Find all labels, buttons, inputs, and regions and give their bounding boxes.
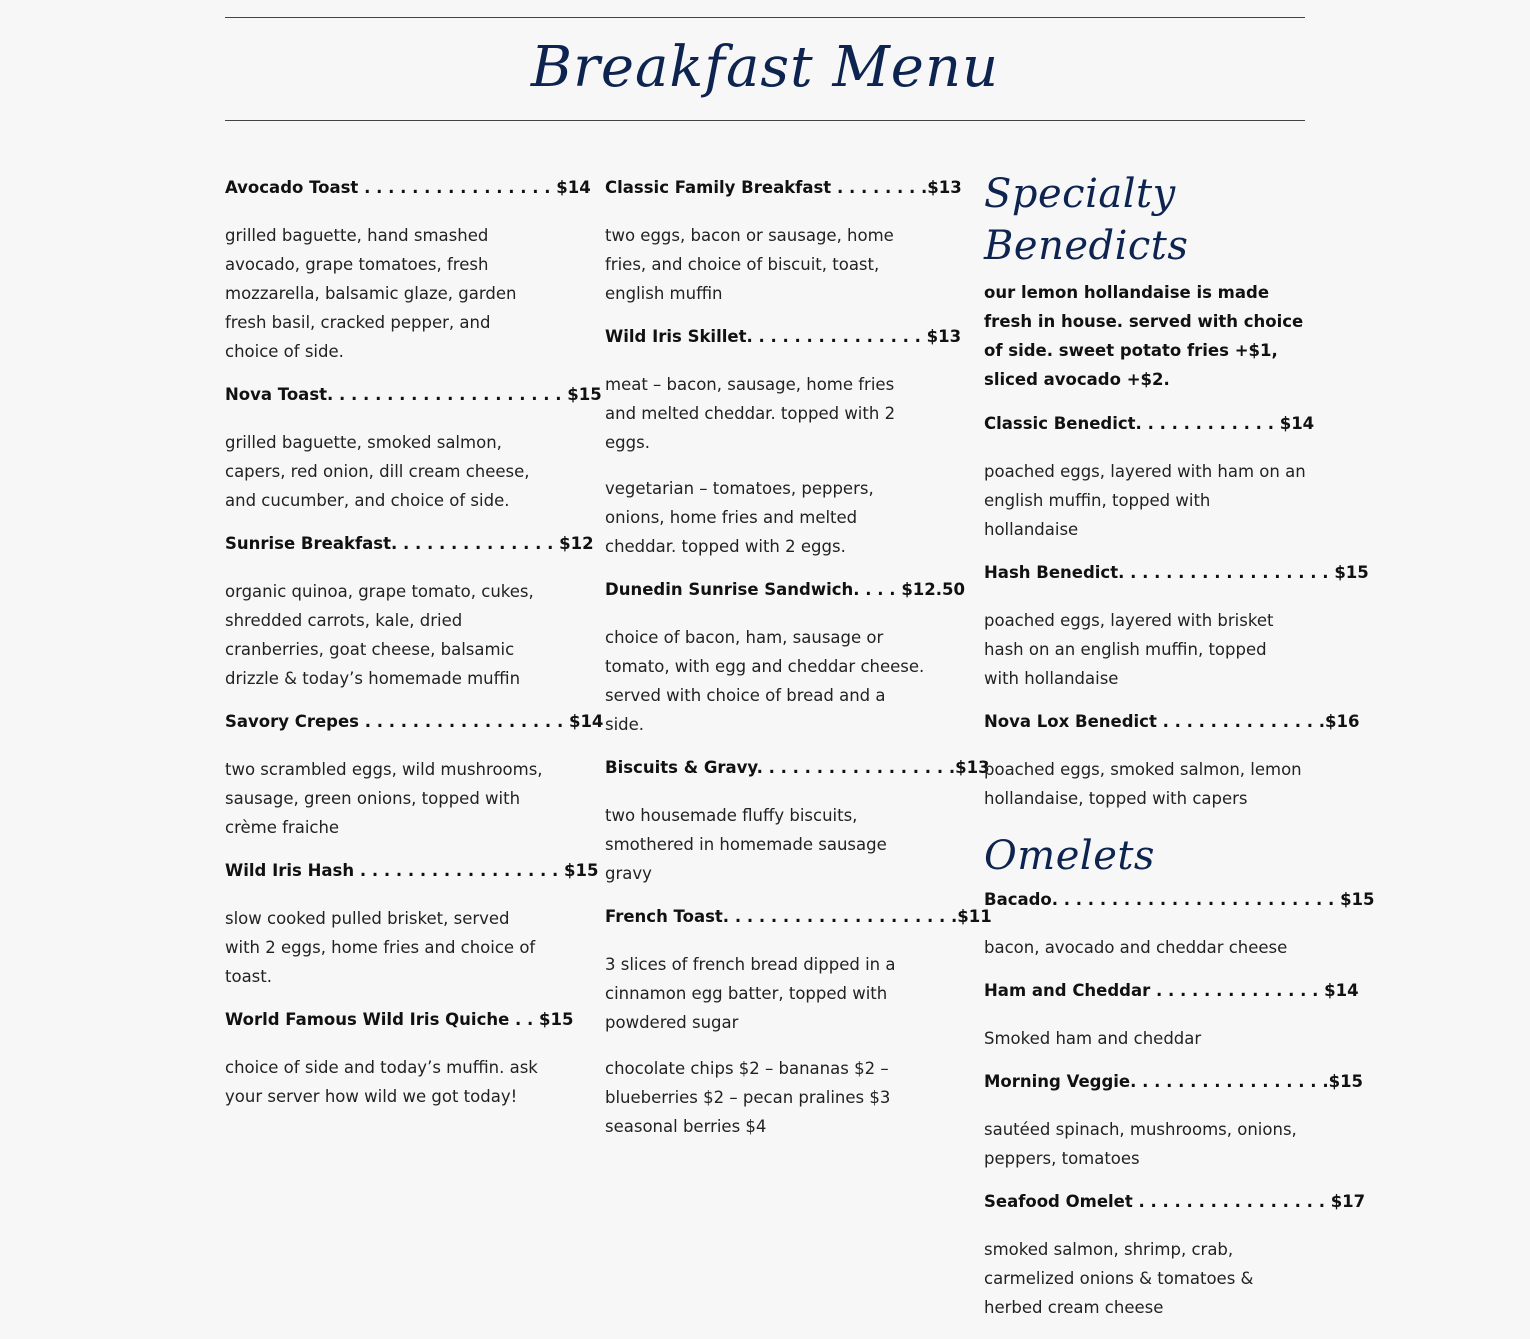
menu-column-1 [225,176,604,1128]
item-description: bacon, avocado and cheddar cheese [984,938,1288,957]
item-name-price: Nova Toast. . . . . . . . . . . . . . . . . . . . $15 [225,385,602,404]
item-description: slow cooked pulled brisket, served with 2 eggs, home fries and choice of toast. [225,909,536,986]
item-name-price: World Famous Wild Iris Quiche . . $15 [225,1010,574,1029]
item-name-price: Nova Lox Benedict . . . . . . . . . . . . . .$16 [984,712,1360,731]
item-description: grilled baguette, smoked salmon, capers, red onion, dill cream cheese, and cucumber, and choice of side. [225,433,530,510]
item-name-price: Ham and Cheddar . . . . . . . . . . . . . . $14 [984,981,1359,1000]
item-name-price: Biscuits & Gravy. . . . . . . . . . . . . . . . .$13 [605,758,990,777]
item-description: two scrambled eggs, wild mushrooms, sausage, green onions, topped with crème fraiche [225,760,543,837]
item-name-price: Avocado Toast . . . . . . . . . . . . . . . . $14 [225,178,591,197]
item-description: smoked salmon, shrimp, crab, carmelized onions & tomatoes & herbed cream cheese [984,1240,1254,1317]
menu-column-3 [984,168,1375,1339]
item-description: poached eggs, smoked salmon, lemon hollandaise, topped with capers [984,760,1302,808]
item-name-price: Seafood Omelet . . . . . . . . . . . . . . . . $17 [984,1192,1366,1211]
item-description: meat – bacon, sausage, home fries and melted cheddar. topped with 2 eggs. [605,375,896,452]
item-name-price: Dunedin Sunrise Sandwich. . . . $12.50 [605,580,965,599]
item-name-price: Morning Veggie. . . . . . . . . . . . . . . . .$15 [984,1072,1364,1091]
item-addons: chocolate chips $2 – bananas $2 – blueberries $2 – pecan pralines $3 seasonal berries $4 [605,1059,891,1136]
item-description: choice of side and today’s muffin. ask your server how wild we got today! [225,1058,538,1106]
item-name-price: Wild Iris Skillet. . . . . . . . . . . . . . . $13 [605,327,962,346]
top-divider [225,17,1305,18]
item-name-price: French Toast. . . . . . . . . . . . . . . . . . . .$11 [605,907,992,926]
item-description: 3 slices of french bread dipped in a cinnamon egg batter, topped with powdered sugar [605,955,896,1032]
section-title-benedicts: Specialty Benedicts [984,171,1189,269]
item-name-price: Sunrise Breakfast. . . . . . . . . . . . . . $12 [225,534,594,553]
item-description: poached eggs, layered with ham on an english muffin, topped with hollandaise [984,462,1306,539]
item-name-price: Classic Benedict. . . . . . . . . . . . $14 [984,414,1315,433]
item-description: organic quinoa, grape tomato, cukes, shredded carrots, kale, dried cranberries, goat cheese, balsamic drizzle & today’s homemade muffin [225,582,534,688]
item-description: grilled baguette, hand smashed avocado, grape tomatoes, fresh mozzarella, balsamic glaze, garden fresh basil, cracked pepper, and choice of side. [225,226,517,361]
section-title-omelets: Omelets [984,833,1155,879]
title-divider [225,120,1305,121]
item-name-price: Wild Iris Hash . . . . . . . . . . . . . . . . . $15 [225,861,599,880]
menu-column-2 [605,176,992,1158]
item-description: sautéed spinach, mushrooms, onions, peppers, tomatoes [984,1120,1297,1168]
item-name-price: Classic Family Breakfast . . . . . . . .$13 [605,178,962,197]
item-name-price: Hash Benedict. . . . . . . . . . . . . . . . . . $15 [984,563,1369,582]
page-title: Breakfast Menu [530,35,1000,100]
section-note: our lemon hollandaise is made fresh in house. served with choice of side. sweet potato fries +$1, sliced avocado +$2. [984,283,1304,389]
item-description: two eggs, bacon or sausage, home fries, and choice of biscuit, toast, english muffin [605,226,894,303]
item-description-alt: vegetarian – tomatoes, peppers, onions, home fries and melted cheddar. topped with 2 eggs. [605,479,874,556]
item-name-price: Savory Crepes . . . . . . . . . . . . . . . . . $14 [225,712,604,731]
item-description: two housemade fluffy biscuits, smothered in homemade sausage gravy [605,806,887,883]
item-name-price: Bacado. . . . . . . . . . . . . . . . . . . . . . . . $15 [984,890,1375,909]
item-description: poached eggs, layered with brisket hash on an english muffin, topped with hollandaise [984,611,1274,688]
item-description: Smoked ham and cheddar [984,1029,1202,1048]
item-description: choice of bacon, ham, sausage or tomato, with egg and cheddar cheese. served with choice of bread and a side. [605,628,925,734]
